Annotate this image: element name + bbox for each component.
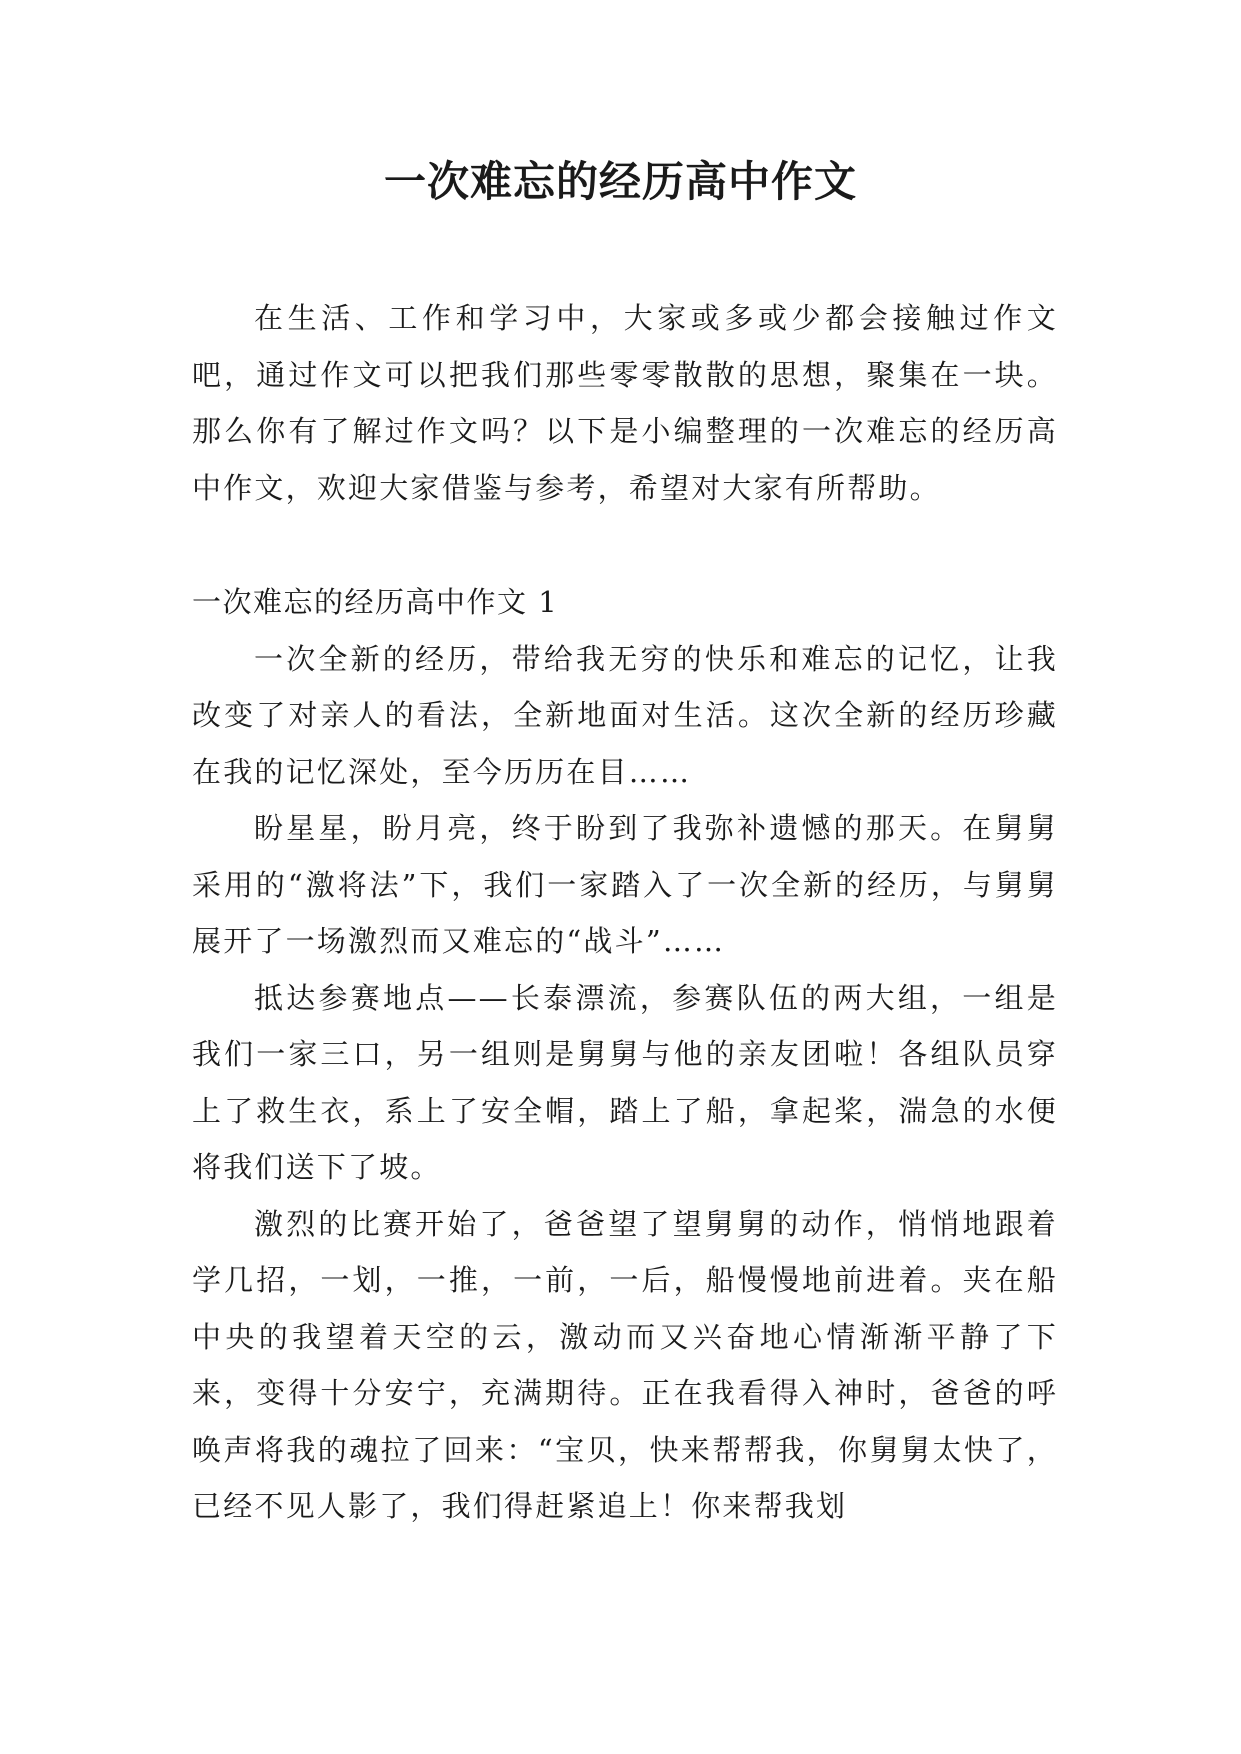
body-paragraph: 盼星星，盼月亮，终于盼到了我弥补遗憾的那天。在舅舅采用的“激将法”下，我们一家踏入了一次全新的经历，与舅舅展开了一场激烈而又难忘的“战斗”…… [192,811,1058,958]
section-heading: 一次难忘的经历高中作文 1 [192,585,559,619]
body-paragraph: 一次全新的经历，带给我无穷的快乐和难忘的记忆，让我改变了对亲人的看法，全新地面对生活。这次全新的经历珍藏在我的记忆深处，至今历历在目…… [192,641,1058,789]
body-paragraph: 抵达参赛地点——长泰漂流，参赛队伍的两大组，一组是我们一家三口，另一组则是舅舅与他的亲友团啦！各组队员穿上了救生衣，系上了安全帽，踏上了船，拿起桨，湍急的水便将我们送下了坡。 [192,980,1058,1184]
document-body [192,290,1058,1535]
body-paragraph: 激烈的比赛开始了，爸爸望了望舅舅的动作，悄悄地跟着学几招，一划，一推，一前，一后，船慢慢地前进着。夹在船中央的我望着天空的云，激动而又兴奋地心情渐渐平静了下来，变得十分安宁，充满期待。正在我看得入神时，爸爸的呼唤声将我的魂拉了回来：“宝贝，快来帮帮我，你舅舅太快了，已经不见人影了，我们得赶紧追上！你来帮我划 [192,1206,1058,1523]
document-title: 一次难忘的经历高中作文 [383,157,857,206]
intro-paragraph: 在生活、工作和学习中，大家或多或少都会接触过作文吧，通过作文可以把我们那些零零散散的思想，聚集在一块。那么你有了解过作文吗？以下是小编整理的一次难忘的经历高中作文，欢迎大家借鉴与参考，希望对大家有所帮助。 [192,301,1058,505]
